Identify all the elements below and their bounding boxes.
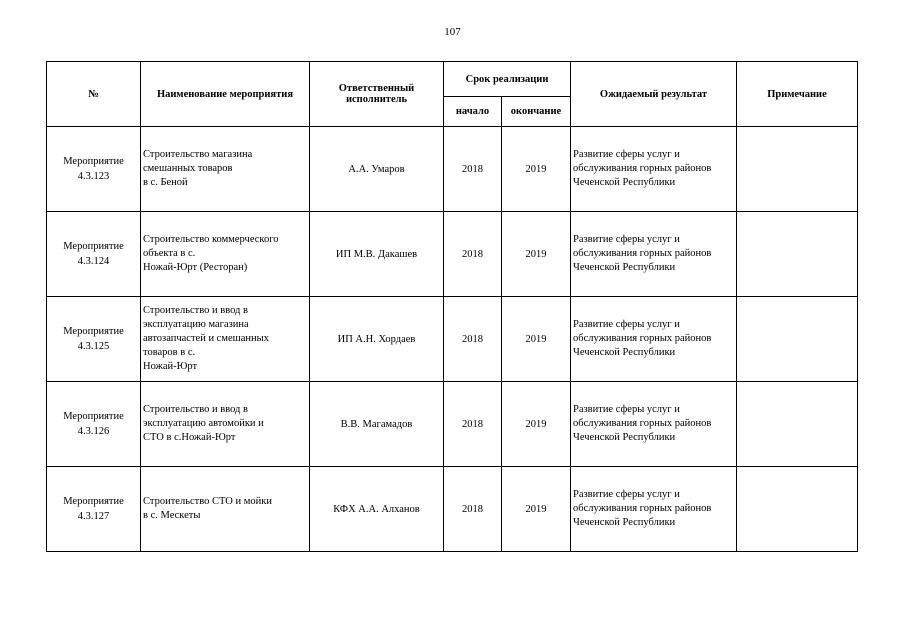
activity-note	[737, 467, 858, 552]
activity-note	[737, 297, 858, 382]
activity-name: Строительство и ввод в эксплуатацию автомойки и СТО в с.Ножай-Юрт	[141, 382, 310, 467]
activity-end: 2019	[502, 127, 571, 212]
header-start: начало	[444, 97, 502, 127]
activity-end: 2019	[502, 382, 571, 467]
table-row	[47, 297, 858, 382]
table-row	[47, 127, 858, 212]
table-row	[47, 467, 858, 552]
header-row	[47, 62, 858, 97]
activity-name: Строительство коммерческого объекта в с. Ножай-Юрт (Ресторан)	[141, 212, 310, 297]
activity-start: 2018	[444, 212, 502, 297]
table-row	[47, 382, 858, 467]
activity-id: Мероприятие 4.3.125	[47, 297, 141, 382]
activity-result: Развитие сферы услуг и обслуживания горных районов Чеченской Республики	[571, 127, 737, 212]
header-num: №	[47, 62, 141, 127]
activity-result: Развитие сферы услуг и обслуживания горных районов Чеченской Республики	[571, 467, 737, 552]
activity-responsible: ИП А.Н. Хордаев	[310, 297, 444, 382]
page-number: 107	[444, 26, 461, 38]
activity-end: 2019	[502, 212, 571, 297]
header-period: Срок реализации	[444, 62, 571, 97]
activity-id: Мероприятие 4.3.126	[47, 382, 141, 467]
activity-note	[737, 382, 858, 467]
activity-end: 2019	[502, 297, 571, 382]
header-result: Ожидаемый результат	[571, 62, 737, 127]
activity-end: 2019	[502, 467, 571, 552]
activity-start: 2018	[444, 382, 502, 467]
activity-start: 2018	[444, 127, 502, 212]
activity-id: Мероприятие 4.3.124	[47, 212, 141, 297]
table-row	[47, 212, 858, 297]
activity-id: Мероприятие 4.3.123	[47, 127, 141, 212]
activity-responsible: КФХ А.А. Алханов	[310, 467, 444, 552]
activity-note	[737, 212, 858, 297]
activity-responsible: ИП М.В. Дакашев	[310, 212, 444, 297]
header-note: Примечание	[737, 62, 858, 127]
activity-name: Строительство магазина смешанных товаров в с. Беной	[141, 127, 310, 212]
activity-start: 2018	[444, 297, 502, 382]
activity-result: Развитие сферы услуг и обслуживания горных районов Чеченской Республики	[571, 212, 737, 297]
header-end: окончание	[502, 97, 571, 127]
activity-start: 2018	[444, 467, 502, 552]
activity-responsible: В.В. Магамадов	[310, 382, 444, 467]
header-responsible: Ответственный исполнитель	[310, 62, 444, 127]
activity-name: Строительство и ввод в эксплуатацию магазина автозапчастей и смешанных товаров в с. Ножай-Юрт	[141, 297, 310, 382]
activity-responsible: А.А. Умаров	[310, 127, 444, 212]
activity-result: Развитие сферы услуг и обслуживания горных районов Чеченской Республики	[571, 297, 737, 382]
activities-table	[46, 61, 858, 552]
activity-name: Строительство СТО и мойки в с. Мескеты	[141, 467, 310, 552]
activity-id: Мероприятие 4.3.127	[47, 467, 141, 552]
header-name: Наименование мероприятия	[141, 62, 310, 127]
activity-note	[737, 127, 858, 212]
activity-result: Развитие сферы услуг и обслуживания горных районов Чеченской Республики	[571, 382, 737, 467]
